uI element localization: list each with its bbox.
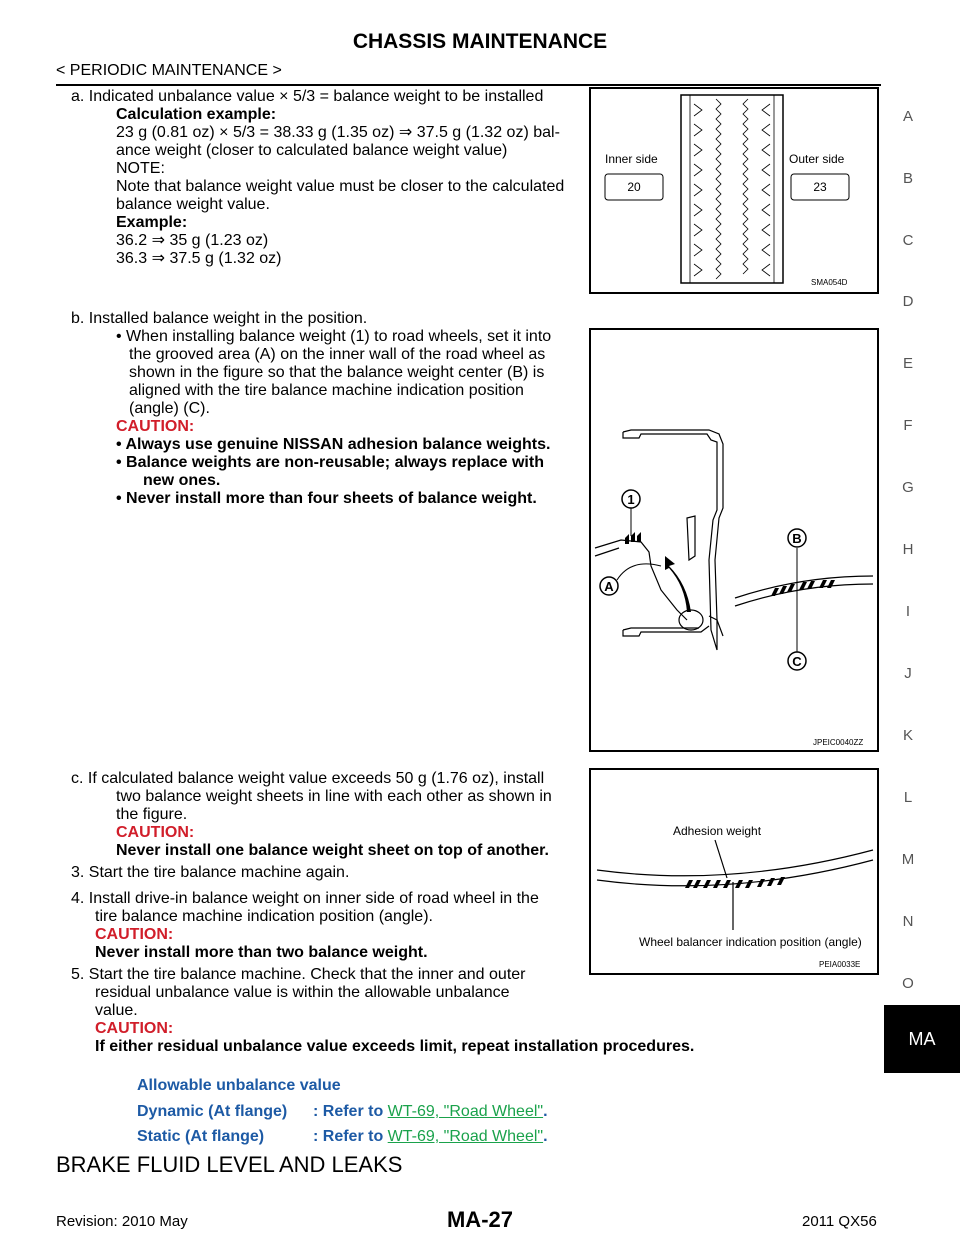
figure-code: PEIA0033E <box>819 960 861 969</box>
caution-label: CAUTION: <box>116 418 195 435</box>
spec-title: Allowable unbalance value <box>137 1077 341 1094</box>
tire-tread-illustration <box>591 89 877 292</box>
step-b-bullet-line: (angle) (C). <box>129 400 210 417</box>
step-4-block <box>71 890 581 962</box>
wheel-rim-illustration <box>591 330 877 750</box>
outer-side-label: Outer side <box>789 152 845 166</box>
step-4-line: 4. Install drive-in balance weight on inner side of road wheel in the <box>71 890 539 907</box>
footer-model: 2011 QX56 <box>802 1213 877 1230</box>
spec-row-dynamic <box>137 1103 637 1121</box>
sidebar-letter-e[interactable]: E <box>902 355 913 372</box>
sidebar-letter-h[interactable]: H <box>902 541 914 558</box>
step-b-bullet-line: shown in the figure so that the balance weight center (B) is <box>129 364 545 381</box>
caution-item: • Never install more than four sheets of balance weight. <box>116 490 537 507</box>
calc-example-title: Calculation example: <box>116 106 277 123</box>
figure-tire-inner-outer <box>589 87 879 294</box>
example-line1: 36.2 ⇒ 35 g (1.23 oz) <box>116 232 269 249</box>
step-b-block <box>71 310 581 508</box>
figure-code: SMA054D <box>811 278 848 287</box>
caution-item: new ones. <box>143 472 221 489</box>
sidebar-letter-c[interactable]: C <box>902 232 914 249</box>
weight-hatch <box>685 877 785 888</box>
step-a-line1: a. Indicated unbalance value × 5/3 = balance weight to be installed <box>71 88 544 105</box>
spec-end: . <box>543 1128 548 1145</box>
spec-refer: : Refer to <box>313 1128 388 1145</box>
spec-link[interactable]: WT-69, "Road Wheel" <box>387 1103 544 1120</box>
caution-text: Never install one balance weight sheet on top of another. <box>116 842 549 859</box>
spec-row-static <box>137 1128 637 1146</box>
indication-position-label: Wheel balancer indication position (angle) <box>639 935 862 949</box>
step-5-line: 5. Start the tire balance machine. Check that the inner and outer <box>71 966 526 983</box>
sidebar-letter-i[interactable]: I <box>905 603 911 620</box>
step-b-bullet-line: aligned with the tire balance machine indication position <box>129 382 524 399</box>
note-line2: balance weight value. <box>116 196 270 213</box>
sidebar-letter-b[interactable]: B <box>902 170 913 187</box>
inner-value: 20 <box>627 180 641 194</box>
note-line1: Note that balance weight value must be closer to the calculated <box>116 178 565 195</box>
section-heading: BRAKE FLUID LEVEL AND LEAKS <box>56 1152 403 1177</box>
caution-label: CAUTION: <box>95 926 174 943</box>
sidebar-tab-ma[interactable]: MA <box>884 1005 960 1073</box>
spec-label: Dynamic (At flange) <box>137 1103 288 1120</box>
adhesion-weight-illustration <box>591 770 877 973</box>
sidebar-letter-f[interactable]: F <box>903 417 913 434</box>
step-c-line: two balance weight sheets in line with each other as shown in <box>116 788 552 805</box>
sidebar-letter-n[interactable]: N <box>902 913 914 930</box>
step-c-block <box>71 770 581 860</box>
sidebar-letter-m[interactable]: M <box>901 851 915 868</box>
step-5-block <box>71 966 761 1056</box>
sidebar-letter-l[interactable]: L <box>903 789 913 806</box>
sidebar-letter-k[interactable]: K <box>902 727 913 744</box>
calc-example-line1: 23 g (0.81 oz) × 5/3 = 38.33 g (1.35 oz) ⇒ 37.5 g (1.32 oz) bal- <box>116 124 560 141</box>
page-title: CHASSIS MAINTENANCE <box>352 30 608 53</box>
page-number: MA-27 <box>446 1207 513 1232</box>
caution-item: • Balance weights are non-reusable; always replace with <box>116 454 544 471</box>
step-5-line: residual unbalance value is within the allowable unbalance <box>95 984 510 1001</box>
direction-arrow <box>665 556 691 612</box>
section-subtitle: < PERIODIC MAINTENANCE > <box>56 62 282 79</box>
callout-c: C <box>792 654 802 669</box>
caution-label: CAUTION: <box>95 1020 174 1037</box>
step-c-line: the figure. <box>116 806 188 823</box>
callout-1: 1 <box>627 492 635 507</box>
step-3: 3. Start the tire balance machine again. <box>71 864 350 881</box>
sidebar-letter-j[interactable]: J <box>904 665 912 682</box>
caution-text: Never install more than two balance weight. <box>95 944 428 961</box>
caution-item: • Always use genuine NISSAN adhesion balance weights. <box>116 436 551 453</box>
inner-side-label: Inner side <box>605 152 658 166</box>
spec-refer: : Refer to <box>313 1103 388 1120</box>
step-5-line: value. <box>95 1002 138 1019</box>
outer-value: 23 <box>813 180 827 194</box>
adhesion-weight-label: Adhesion weight <box>673 824 762 838</box>
step-b-bullet-line: • When installing balance weight (1) to road wheels, set it into <box>116 328 552 345</box>
caution-label: CAUTION: <box>116 824 195 841</box>
step-b-line1: b. Installed balance weight in the position. <box>71 310 368 327</box>
example-title: Example: <box>116 214 188 231</box>
caution-text: If either residual unbalance value exceeds limit, repeat installation procedures. <box>95 1038 695 1055</box>
callout-a: A <box>604 579 614 594</box>
step-a-block <box>71 88 581 268</box>
figure-wheel-cross-section <box>589 328 879 752</box>
sidebar-letter-d[interactable]: D <box>902 293 914 310</box>
footer-revision: Revision: 2010 May <box>56 1213 188 1230</box>
sidebar-letter-a[interactable]: A <box>902 108 913 125</box>
callout-b: B <box>792 531 802 546</box>
spec-end: . <box>543 1103 548 1120</box>
step-4-line: tire balance machine indication position (angle). <box>95 908 433 925</box>
step-c-line: c. If calculated balance weight value exceeds 50 g (1.76 oz), install <box>71 770 545 787</box>
sidebar-letter-o[interactable]: O <box>902 975 914 992</box>
sidebar-letter-g[interactable]: G <box>902 479 914 496</box>
spec-link[interactable]: WT-69, "Road Wheel" <box>387 1128 544 1145</box>
header-divider <box>56 84 881 86</box>
figure-code: JPEIC0040ZZ <box>813 738 864 747</box>
example-line2: 36.3 ⇒ 37.5 g (1.32 oz) <box>116 250 282 267</box>
figure-adhesion-weight <box>589 768 879 975</box>
spec-label: Static (At flange) <box>137 1128 265 1145</box>
calc-example-line2: ance weight (closer to calculated balance weight value) <box>116 142 508 159</box>
step-b-bullet-line: the grooved area (A) on the inner wall of the road wheel as <box>129 346 546 363</box>
note-title: NOTE: <box>116 160 165 177</box>
